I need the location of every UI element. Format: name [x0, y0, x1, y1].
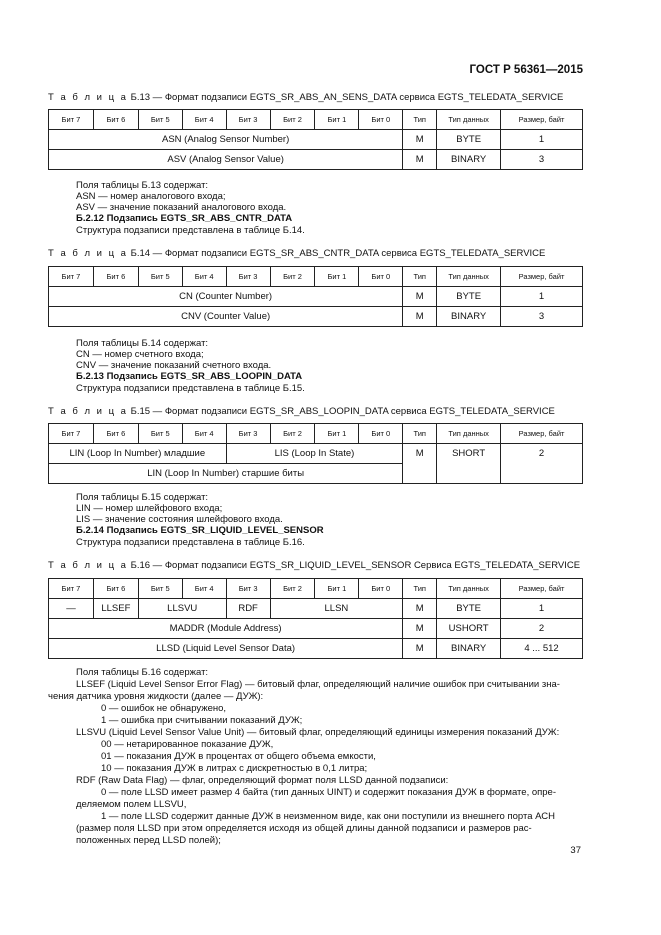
col-datatype: Тип данных — [437, 110, 501, 130]
col-bit-4: Бит 4 — [182, 110, 226, 130]
field-lin-low: LIN (Loop In Number) младшие — [49, 444, 227, 464]
body-line: LLSEF (Liquid Level Sensor Error Flag) — битовый флаг, определяющий наличие ошибок при считывании зна- — [76, 679, 560, 690]
field-size: 4 ... 512 — [501, 639, 583, 659]
col-datatype: Тип данных — [437, 424, 501, 444]
field-datatype: BYTE — [437, 599, 501, 619]
table-row — [49, 307, 583, 327]
table-caption — [48, 248, 545, 259]
col-bit-6: Бит 6 — [93, 424, 138, 444]
body-line: LLSVU (Liquid Level Sensor Value Unit) — битовый флаг, определяющий единицы измерения показаний ДУЖ: — [76, 727, 560, 738]
body-line: RDF (Raw Data Flag) — флаг, определяющий формат поля LLSD данной подзаписи: — [76, 775, 449, 786]
body-line: деляемом полем LLSVU, — [76, 799, 187, 810]
table-row — [49, 619, 583, 639]
col-bit-5: Бит 5 — [138, 110, 182, 130]
col-datatype: Тип данных — [437, 579, 501, 599]
field-reserved: — — [49, 599, 94, 619]
field-type: M — [403, 599, 437, 619]
field-lin-high: LIN (Loop In Number) старшие биты — [49, 464, 403, 484]
col-datatype: Тип данных — [437, 267, 501, 287]
col-bit-3: Бит 3 — [226, 267, 270, 287]
field-datatype: BINARY — [437, 307, 501, 327]
col-type: Тип — [403, 110, 437, 130]
field-type: M — [403, 619, 437, 639]
note-line: ASV — значение показаний аналогового входа. — [76, 202, 287, 213]
col-bit-1: Бит 1 — [315, 267, 359, 287]
field-type: M — [403, 444, 437, 484]
col-bit-0: Бит 0 — [359, 424, 403, 444]
field-name: CNV (Counter Value) — [49, 307, 403, 327]
body-line: положенных перед LLSD полей); — [76, 835, 221, 846]
section-heading: Б.2.12 Подзапись EGTS_SR_ABS_CNTR_DATA — [76, 213, 293, 224]
field-datatype: BINARY — [437, 150, 501, 170]
caption-prefix: Т а б л и ц а — [48, 406, 128, 417]
notes-intro: Поля таблицы Б.14 содержат: — [76, 338, 209, 349]
col-bit-1: Бит 1 — [315, 424, 359, 444]
field-datatype: BINARY — [437, 639, 501, 659]
field-size: 3 — [501, 307, 583, 327]
col-bit-0: Бит 0 — [359, 110, 403, 130]
section-text: Структура подзаписи представлена в таблице Б.15. — [76, 383, 305, 394]
col-size: Размер, байт — [501, 110, 583, 130]
caption-prefix: Т а б л и ц а — [48, 248, 128, 259]
field-type: M — [403, 639, 437, 659]
col-bit-0: Бит 0 — [359, 267, 403, 287]
section-text: Структура подзаписи представлена в таблице Б.14. — [76, 225, 305, 236]
col-bit-5: Бит 5 — [138, 424, 182, 444]
field-size: 1 — [501, 130, 583, 150]
col-bit-6: Бит 6 — [93, 267, 138, 287]
note-line: CNV — значение показаний счетного входа. — [76, 360, 272, 371]
field-llsef: LLSEF — [93, 599, 138, 619]
col-bit-2: Бит 2 — [270, 424, 315, 444]
col-type: Тип — [403, 424, 437, 444]
body-line: Поля таблицы Б.16 содержат: — [76, 667, 209, 678]
notes-intro: Поля таблицы Б.15 содержат: — [76, 492, 209, 503]
field-type: M — [403, 307, 437, 327]
col-bit-7: Бит 7 — [49, 579, 94, 599]
col-bit-4: Бит 4 — [182, 424, 226, 444]
field-llsvu: LLSVU — [138, 599, 226, 619]
field-name: MADDR (Module Address) — [49, 619, 403, 639]
field-name: ASV (Analog Sensor Value) — [49, 150, 403, 170]
field-datatype: BYTE — [437, 287, 501, 307]
col-bit-4: Бит 4 — [182, 267, 226, 287]
field-name: CN (Counter Number) — [49, 287, 403, 307]
col-bit-4: Бит 4 — [182, 579, 226, 599]
table-header-row — [49, 110, 583, 130]
table-b13 — [48, 109, 583, 170]
field-datatype: USHORT — [437, 619, 501, 639]
field-name: ASN (Analog Sensor Number) — [49, 130, 403, 150]
caption-text: Б.16 — Формат подзаписи EGTS_SR_LIQUID_LEVEL_SENSOR Сервиса EGTS_TELEDATA_SERVICE — [130, 560, 581, 571]
table-b14 — [48, 266, 583, 327]
col-bit-3: Бит 3 — [226, 579, 270, 599]
table-b15 — [48, 423, 583, 484]
field-datatype: SHORT — [437, 444, 501, 484]
note-line: LIN — номер шлейфового входа; — [76, 503, 223, 514]
col-bit-6: Бит 6 — [93, 110, 138, 130]
section-heading: Б.2.13 Подзапись EGTS_SR_ABS_LOOPIN_DATA — [76, 371, 303, 382]
body-line: 00 — нетарированное показание ДУЖ, — [101, 739, 274, 750]
col-bit-7: Бит 7 — [49, 110, 94, 130]
field-name: LLSD (Liquid Level Sensor Data) — [49, 639, 403, 659]
section-text: Структура подзаписи представлена в таблице Б.16. — [76, 537, 305, 548]
caption-prefix: Т а б л и ц а — [48, 560, 128, 571]
table-row — [49, 599, 583, 619]
table-caption — [48, 92, 563, 103]
body-line: 1 — поле LLSD содержит данные ДУЖ в неизменном виде, как они поступили из внешнего порта АСН — [101, 811, 555, 822]
table-header-row — [49, 267, 583, 287]
table-b16 — [48, 578, 583, 659]
col-bit-5: Бит 5 — [138, 267, 182, 287]
field-type: M — [403, 130, 437, 150]
field-size: 3 — [501, 150, 583, 170]
caption-text: Б.14 — Формат подзаписи EGTS_SR_ABS_CNTR_DATA сервиса EGTS_TELEDATA_SERVICE — [130, 248, 546, 259]
note-line: ASN — номер аналогового входа; — [76, 191, 226, 202]
document-header: ГОСТ Р 56361—2015 — [469, 64, 583, 76]
field-size: 2 — [501, 444, 583, 484]
table-row — [49, 130, 583, 150]
caption-prefix: Т а б л и ц а — [48, 92, 128, 103]
col-type: Тип — [403, 579, 437, 599]
notes-intro: Поля таблицы Б.13 содержат: — [76, 180, 209, 191]
col-bit-2: Бит 2 — [270, 110, 315, 130]
field-datatype: BYTE — [437, 130, 501, 150]
table-header-row — [49, 424, 583, 444]
col-bit-2: Бит 2 — [270, 267, 315, 287]
table-caption — [48, 560, 580, 571]
col-size: Размер, байт — [501, 267, 583, 287]
body-line: 1 — ошибка при считывании показаний ДУЖ; — [101, 715, 303, 726]
col-bit-3: Бит 3 — [226, 424, 270, 444]
body-line: 10 — показания ДУЖ в литрах с дискретностью в 0,1 литра; — [101, 763, 368, 774]
body-line: 0 — поле LLSD имеет размер 4 байта (тип данных UINT) и содержит показания ДУЖ в формате, опре- — [101, 787, 557, 798]
note-line: CN — номер счетного входа; — [76, 349, 204, 360]
field-llsn: LLSN — [270, 599, 403, 619]
col-bit-5: Бит 5 — [138, 579, 182, 599]
page-number: 37 — [570, 845, 581, 856]
field-type: M — [403, 150, 437, 170]
table-caption — [48, 406, 555, 417]
field-size: 1 — [501, 599, 583, 619]
table-row — [49, 639, 583, 659]
field-size: 2 — [501, 619, 583, 639]
col-size: Размер, байт — [501, 424, 583, 444]
caption-text: Б.13 — Формат подзаписи EGTS_SR_ABS_AN_SENS_DATA сервиса EGTS_TELEDATA_SERVICE — [130, 92, 564, 103]
table-row — [49, 150, 583, 170]
table-row — [49, 444, 583, 464]
note-line: LIS — значение состояния шлейфового входа. — [76, 514, 283, 525]
col-bit-0: Бит 0 — [359, 579, 403, 599]
caption-text: Б.15 — Формат подзаписи EGTS_SR_ABS_LOOPIN_DATA сервиса EGTS_TELEDATA_SERVICE — [130, 406, 555, 417]
col-bit-1: Бит 1 — [315, 579, 359, 599]
field-type: M — [403, 287, 437, 307]
col-bit-2: Бит 2 — [270, 579, 315, 599]
field-size: 1 — [501, 287, 583, 307]
col-type: Тип — [403, 267, 437, 287]
field-lis: LIS (Loop In State) — [226, 444, 403, 464]
field-rdf: RDF — [226, 599, 270, 619]
col-bit-3: Бит 3 — [226, 110, 270, 130]
col-bit-6: Бит 6 — [93, 579, 138, 599]
body-line: 01 — показания ДУЖ в процентах от общего объема емкости, — [101, 751, 376, 762]
body-line: 0 — ошибок не обнаружено, — [101, 703, 227, 714]
section-heading: Б.2.14 Подзапись EGTS_SR_LIQUID_LEVEL_SENSOR — [76, 525, 324, 536]
col-bit-7: Бит 7 — [49, 267, 94, 287]
col-bit-1: Бит 1 — [315, 110, 359, 130]
col-bit-7: Бит 7 — [49, 424, 94, 444]
table-header-row — [49, 579, 583, 599]
col-size: Размер, байт — [501, 579, 583, 599]
body-line: (размер поля LLSD при этом определяется исходя из общей длины данной подзаписи и размеров рас- — [76, 823, 532, 834]
table-row — [49, 287, 583, 307]
body-line: чения датчика уровня жидкости (далее — ДУЖ): — [48, 691, 264, 702]
